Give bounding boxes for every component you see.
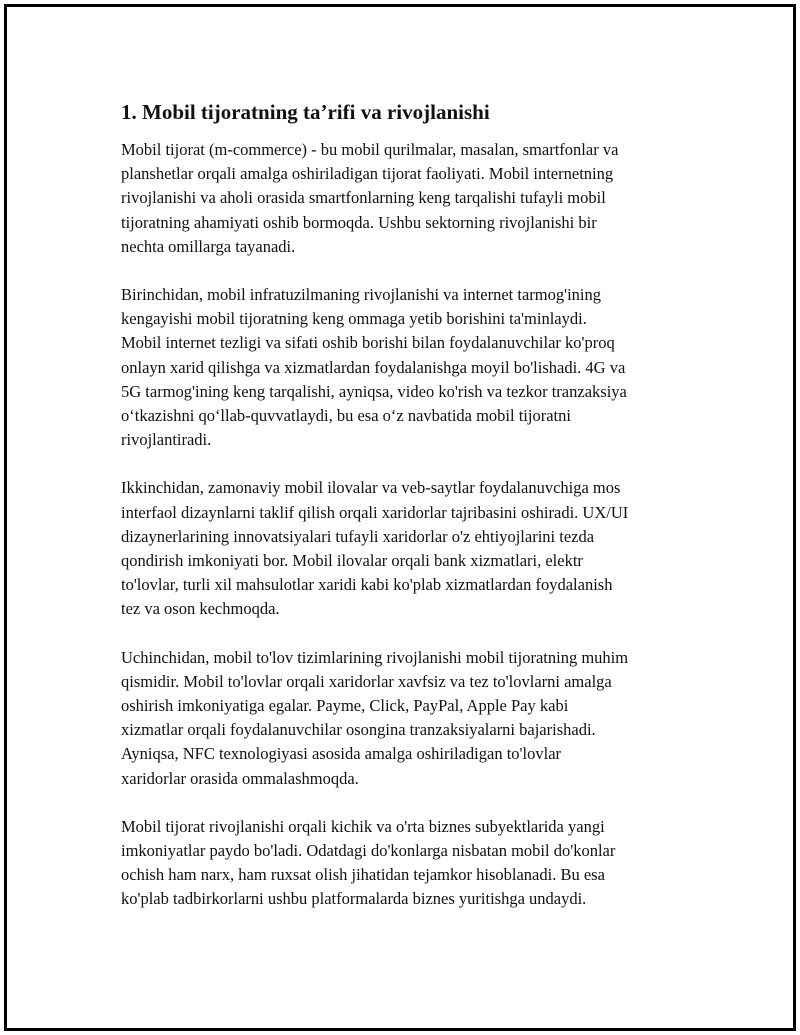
document-body xyxy=(121,99,701,936)
paragraph-line: Uchinchidan, mobil to'lov tizimlarining rivojlanishi mobil tijoratning muhim xyxy=(121,647,629,667)
paragraph-line: Mobil tijorat rivojlanishi orqali kichik va o'rta biznes subyektlarida yangi xyxy=(121,816,605,836)
paragraph-line: tez va oson kechmoqda. xyxy=(121,599,280,619)
paragraph-line: kengayishi mobil tijoratning keng ommaga yetib borishini ta'minlaydi. xyxy=(121,309,587,329)
paragraph-line: Mobil internet tezligi va sifati oshib borishi bilan foydalanuvchilar ko'proq xyxy=(121,333,615,353)
paragraph-line: rivojlanishi va aholi orasida smartfonlarning keng tarqalishi tufayli mobil xyxy=(121,188,606,208)
paragraph xyxy=(121,476,701,621)
paragraph-line: 5G tarmog'ining keng tarqalishi, ayniqsa, video ko'rish va tezkor tranzaksiya xyxy=(121,381,627,401)
paragraph-line: xizmatlar orqali foydalanuvchilar osongina tranzaksiyalarni bajarishadi. xyxy=(121,720,596,740)
paragraph-line: Birinchidan, mobil infratuzilmaning rivojlanishi va internet tarmog'ining xyxy=(121,285,601,305)
paragraph-line: dizaynerlarining innovatsiyalari tufayli xaridorlar o'z ehtiyojlarini tezda xyxy=(121,526,595,546)
paragraph-line: Ayniqsa, NFC texnologiyasi asosida amalga oshiriladigan to'lovlar xyxy=(121,744,562,764)
paragraph-line: nechta omillarga tayanadi. xyxy=(121,236,296,256)
paragraph-line: planshetlar orqali amalga oshiriladigan tijorat faoliyati. Mobil internetning xyxy=(121,164,614,184)
paragraph-line: qismidir. Mobil to'lovlar orqali xaridorlar xavfsiz va tez to'lovlarni amalga xyxy=(121,671,612,691)
paragraph-line: oshirish imkoniyatiga egalar. Payme, Click, PayPal, Apple Pay kabi xyxy=(121,696,569,716)
paragraph-line: o‘tkazishni qo‘llab-quvvatlaydi, bu esa o‘z navbatida mobil tijoratni xyxy=(121,406,571,426)
paragraph-line: tijoratning ahamiyati oshib bormoqda. Ushbu sektorning rivojlanishi bir xyxy=(121,212,597,232)
paragraph-line: interfaol dizaynlarni taklif qilish orqali xaridorlar tajribasini oshiradi. UX/UI xyxy=(121,502,629,522)
section-heading: 1. Mobil tijoratning ta’rifi va rivojlanishi xyxy=(121,100,490,124)
paragraphs-container xyxy=(121,138,701,912)
paragraph-line: xaridorlar orasida ommalashmoqda. xyxy=(121,768,359,788)
paragraph-line: qondirish imkoniyati bor. Mobil ilovalar orqali bank xizmatlari, elektr xyxy=(121,551,583,571)
paragraph-line: rivojlantiradi. xyxy=(121,430,212,450)
paragraph xyxy=(121,283,701,452)
document-page xyxy=(4,4,796,1031)
paragraph-line: Ikkinchidan, zamonaviy mobil ilovalar va veb-saytlar foydalanuvchiga mos xyxy=(121,478,621,498)
paragraph-line: ochish ham narx, ham ruxsat olish jihatidan tejamkor hisoblanadi. Bu esa xyxy=(121,865,605,885)
paragraph-line: Mobil tijorat (m-commerce) - bu mobil qurilmalar, masalan, smartfonlar va xyxy=(121,140,619,159)
paragraph xyxy=(121,646,701,791)
paragraph-line: imkoniyatlar paydo bo'ladi. Odatdagi do'konlarga nisbatan mobil do'konlar xyxy=(121,841,616,861)
paragraph-line: onlayn xarid qilishga va xizmatlardan foydalanishga moyil bo'lishadi. 4G va xyxy=(121,357,626,377)
paragraph-line: ko'plab tadbirkorlarni ushbu platformalarda biznes yuritishga undaydi. xyxy=(121,889,587,909)
paragraph-line: to'lovlar, turli xil mahsulotlar xaridi kabi ko'plab xizmatlardan foydalanish xyxy=(121,575,613,595)
paragraph xyxy=(121,138,701,259)
paragraph xyxy=(121,815,701,912)
